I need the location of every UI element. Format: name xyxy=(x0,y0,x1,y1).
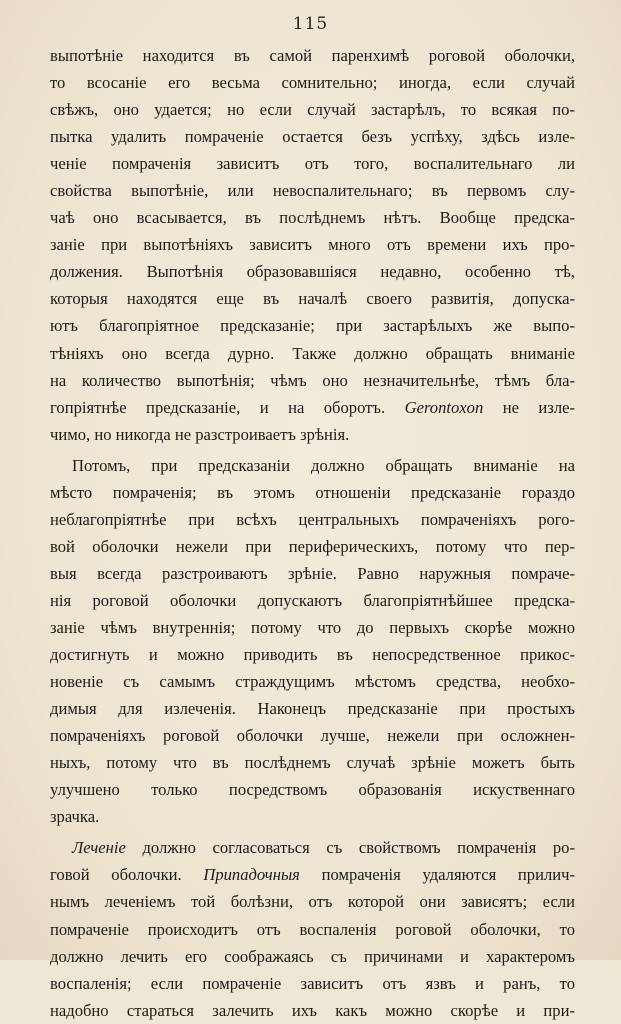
text-run: говой оболочки. xyxy=(50,865,204,885)
text-run: Потомъ, при предсказаніи должно обращать вниманіе на xyxy=(72,455,575,475)
text-line xyxy=(50,722,575,749)
text-line xyxy=(50,421,575,448)
text-run: ютъ благопріятное предсказаніе; при застарѣлыхъ же выпо- xyxy=(50,316,575,336)
paragraph xyxy=(50,452,575,831)
text-line xyxy=(50,533,575,560)
text-run: гопріятнѣе предсказаніе, и на оборотъ. xyxy=(50,397,405,417)
text-run: достигнуть и можно приводить въ непосредственное прикос- xyxy=(50,645,575,665)
text-line xyxy=(50,42,575,69)
text-line xyxy=(50,506,575,533)
text-run: помраченіе происходитъ отъ воспаленія роговой оболочки, то xyxy=(50,919,575,939)
text-line xyxy=(50,776,575,803)
text-line xyxy=(50,888,575,915)
text-run: чимо, но никогда не разстроиваетъ зрѣнія. xyxy=(50,424,350,444)
text-line xyxy=(50,96,575,123)
text-run: новеніе съ самымъ страждущимъ мѣстомъ средства, необхо- xyxy=(50,672,575,692)
text-run: воспаленія; если помраченіе зависитъ отъ язвъ и ранъ, то xyxy=(50,973,575,993)
text-line xyxy=(50,231,575,258)
text-run: заніе чѣмъ внутреннія; потому что до первыхъ скорѣе можно xyxy=(50,617,575,637)
italic-term: Припадочныя xyxy=(203,865,300,885)
text-run: на количество выпотѣнія; чѣмъ оно незначительнѣе, тѣмъ бла- xyxy=(50,370,575,390)
text-run: чаѣ оно всасывается, въ послѣднемъ нѣтъ. Вообще предска- xyxy=(50,208,575,228)
italic-term: Леченіе xyxy=(72,838,126,858)
text-line xyxy=(50,970,575,997)
text-run: помраченія удаляются прилич- xyxy=(299,865,575,885)
text-run: нымъ леченіемъ той болѣзни, отъ которой они зависятъ; если xyxy=(50,892,575,912)
text-run: улучшено только посредствомъ образованія искуственнаго xyxy=(50,780,575,800)
text-run: заніе при выпотѣніяхъ зависитъ много отъ времени ихъ про- xyxy=(50,235,575,255)
text-line xyxy=(50,204,575,231)
text-line xyxy=(50,560,575,587)
text-run: ныхъ, потому что въ послѣднемъ случаѣ зрѣніе можетъ быть xyxy=(50,753,575,773)
text-line xyxy=(50,394,575,421)
text-run: выпотѣніе находится въ самой паренхимѣ роговой оболочки, xyxy=(50,46,575,65)
text-line xyxy=(50,834,575,861)
text-line xyxy=(50,943,575,970)
text-run: не изле- xyxy=(483,397,575,417)
text-run: выя всегда разстроиваютъ зрѣніе. Равно наружныя помраче- xyxy=(50,563,575,583)
text-line xyxy=(50,258,575,285)
text-line xyxy=(50,285,575,312)
text-run: свѣжъ, оно удается; но если случай застарѣлъ, то всякая по- xyxy=(50,100,575,120)
text-line xyxy=(50,479,575,506)
text-line xyxy=(50,749,575,776)
text-line xyxy=(50,587,575,614)
text-line xyxy=(50,614,575,641)
text-run: должно лечить его соображаясь съ причинами и характеромъ xyxy=(50,946,575,966)
text-run: димыя для излеченія. Наконецъ предсказаніе при простыхъ xyxy=(50,699,575,719)
text-line xyxy=(50,452,575,479)
text-run: помраченіяхъ роговой оболочки лучше, нежели при осложнен- xyxy=(50,726,575,746)
text-line xyxy=(50,916,575,943)
text-line xyxy=(50,997,575,1024)
text-run: мѣсто помраченія; въ этомъ отношеніи предсказаніе гораздо xyxy=(50,482,575,502)
text-run: зрачка. xyxy=(50,807,100,827)
text-line xyxy=(50,367,575,394)
text-line xyxy=(50,312,575,339)
text-run: должно согласоваться съ свойствомъ помраченія ро- xyxy=(125,838,575,858)
text-run: свойства выпотѣніе, или невоспалительнаго; въ первомъ слу- xyxy=(50,181,575,201)
text-run: то всосаніе его весьма сомнительно; иногда, если случай xyxy=(50,73,575,93)
text-line xyxy=(50,177,575,204)
body-text xyxy=(50,42,575,1024)
paragraph xyxy=(50,42,575,448)
text-run: которыя находятся еще въ началѣ своего развитія, допуска- xyxy=(50,289,575,309)
text-run: нія роговой оболочки допускаютъ благопріятнѣйшее предска- xyxy=(50,590,575,610)
text-line xyxy=(50,695,575,722)
text-run: неблагопріятнѣе при всѣхъ центральныхъ помраченіяхъ рого- xyxy=(50,509,575,529)
text-run: ченіе помраченія зависитъ отъ того, воспалительнаго ли xyxy=(50,154,575,174)
text-line xyxy=(50,668,575,695)
text-run: вой оболочки нежели при периферическихъ, потому что пер- xyxy=(50,536,575,556)
text-run: пытка удалить помраченіе остается безъ успѣху, здѣсь изле- xyxy=(50,127,575,147)
text-run: тѣніяхъ оно всегда дурно. Также должно обращать вниманіе xyxy=(50,343,575,363)
italic-term: Gerontoxon xyxy=(404,397,484,417)
text-line xyxy=(50,641,575,668)
text-run: надобно стараться залечить ихъ какъ можно скорѣе и при- xyxy=(50,1000,575,1020)
paragraph xyxy=(50,834,575,1023)
text-line xyxy=(50,803,575,830)
text-line xyxy=(50,69,575,96)
text-line xyxy=(50,861,575,888)
text-line xyxy=(50,340,575,367)
text-line xyxy=(50,123,575,150)
page-number: 115 xyxy=(292,14,329,34)
text-run: должения. Выпотѣнія образовавшіяся недавно, особенно тѣ, xyxy=(50,262,575,282)
text-line xyxy=(50,150,575,177)
